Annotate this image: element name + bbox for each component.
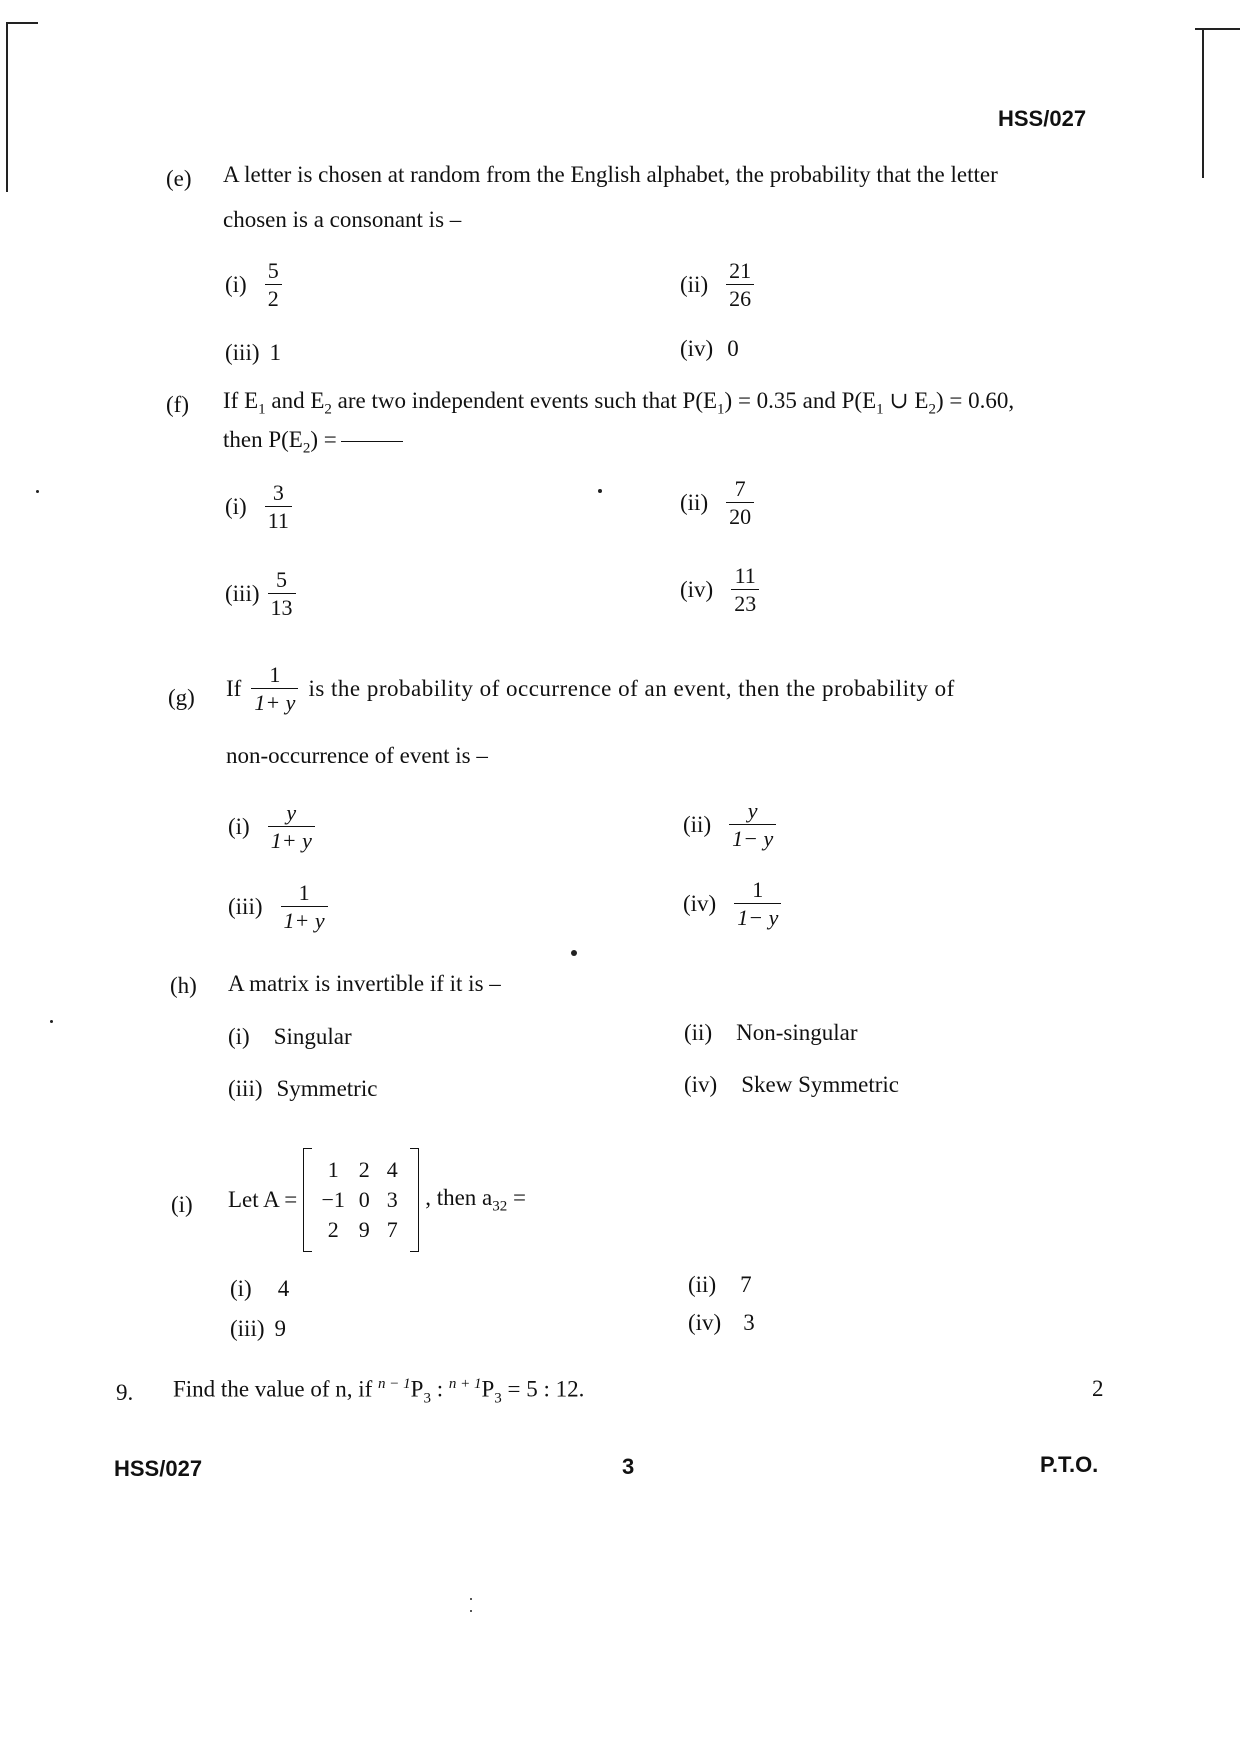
scan-speck bbox=[470, 1598, 472, 1600]
question-h-text: A matrix is invertible if it is – bbox=[228, 971, 501, 996]
question-g-option-i: (i) $\frac{y}{1+ y}$ bbox=[228, 800, 315, 854]
matrix-cell: 7 bbox=[386, 1217, 398, 1242]
question-h-option-i: (i) Singular bbox=[228, 1024, 352, 1049]
question-9-number: 9. bbox=[116, 1380, 134, 1405]
matrix-right-bracket bbox=[410, 1148, 419, 1252]
matrix-a bbox=[303, 1148, 419, 1252]
question-g-option-ii: (ii) $\frac{y}{1- y}$ bbox=[683, 798, 776, 852]
fraction: $\frac{5}{13}$ bbox=[268, 567, 296, 621]
matrix-cell: 2 bbox=[327, 1217, 339, 1242]
fraction: $\frac{1}{1- y}$ bbox=[734, 877, 781, 931]
question-g-label: (g) bbox=[168, 685, 195, 710]
question-e-option-i: (i) $\frac{5}{2}$ bbox=[225, 258, 282, 312]
question-e-text-line1: A letter is chosen at random from the English alphabet, the probability that the letter bbox=[223, 162, 998, 187]
matrix-cell: 2 bbox=[358, 1157, 370, 1182]
question-f-label: (f) bbox=[166, 392, 189, 417]
question-e-option-ii: (ii) $\frac{21}{26}$ bbox=[680, 258, 754, 312]
question-i-label: (i) bbox=[171, 1192, 193, 1217]
matrix-cell: 4 bbox=[386, 1157, 398, 1182]
question-g-text-line2: non-occurrence of event is – bbox=[226, 743, 488, 768]
matrix-cell: 0 bbox=[358, 1187, 370, 1212]
question-h-option-iv: (iv) Skew Symmetric bbox=[684, 1072, 900, 1097]
fraction: $\frac{1}{1+ y}$ bbox=[281, 880, 328, 934]
question-i-suffix: , then $a_{32}$ = bbox=[425, 1184, 526, 1215]
footer-code: HSS/027 bbox=[114, 1456, 203, 1481]
scan-speck bbox=[36, 490, 39, 493]
scan-speck bbox=[598, 489, 602, 493]
header-code: HSS/027 bbox=[998, 106, 1087, 131]
question-i-option-iii: (iii) 9 bbox=[230, 1316, 286, 1341]
question-f-option-iii: (iii) $\frac{5}{13}$ bbox=[225, 567, 296, 621]
question-g-text-line1: If $\frac{1}{1+ y}$ is the probability of occurrence of an event, then the probability of bbox=[226, 662, 955, 716]
fraction: $\frac{3}{11}$ bbox=[265, 480, 292, 534]
matrix-cell: −1 bbox=[321, 1187, 345, 1212]
scan-speck bbox=[50, 1020, 53, 1023]
footer-page-number: 3 bbox=[622, 1454, 635, 1479]
question-i-text: Let A = 1 2 4 −1 0 3 2 9 7 , then $a_{32}$ = bbox=[228, 1148, 526, 1252]
fraction: $\frac{5}{2}$ bbox=[265, 258, 282, 312]
question-f-option-i: (i) $\frac{3}{11}$ bbox=[225, 480, 292, 534]
scan-speck bbox=[470, 1610, 472, 1612]
question-e-text-line2: chosen is a consonant is – bbox=[223, 207, 462, 232]
question-f-option-ii: (ii) $\frac{7}{20}$ bbox=[680, 476, 754, 530]
scan-edge-left bbox=[6, 22, 8, 192]
question-9-marks: 2 bbox=[1092, 1376, 1104, 1401]
fraction: $\frac{7}{20}$ bbox=[726, 476, 754, 530]
question-e-label: (e) bbox=[166, 166, 192, 191]
footer-pto: P.T.O. bbox=[1040, 1452, 1099, 1477]
question-9-text: Find the value of n, if $^{n - 1}P_3$ : $^{n + 1}P_3 = 5$ : 12. bbox=[173, 1376, 585, 1407]
fraction: $\frac{21}{26}$ bbox=[726, 258, 754, 312]
question-f-text-line2: then $P(E_2)$ = bbox=[223, 427, 403, 458]
question-f-option-iv: (iv) $\frac{11}{23}$ bbox=[680, 563, 759, 617]
matrix-cell: 1 bbox=[327, 1157, 339, 1182]
question-f-text-line1: If $E_1$ and $E_2$ are two independent events such that $P(E_1) = 0.35$ and $P(E_1$ ∪ $E_2) = 0.60$, bbox=[223, 388, 1015, 418]
matrix-left-bracket bbox=[303, 1148, 312, 1252]
matrix-cell: 3 bbox=[386, 1187, 398, 1212]
question-i-option-i: (i) 4 bbox=[230, 1276, 290, 1301]
matrix-cell: 9 bbox=[358, 1217, 370, 1242]
scan-edge-top-right bbox=[1195, 28, 1240, 30]
question-h-option-iii: (iii) Symmetric bbox=[228, 1076, 378, 1101]
question-i-option-iv: (iv) 3 bbox=[688, 1310, 755, 1335]
question-g-option-iii: (iii) $\frac{1}{1+ y}$ bbox=[228, 880, 328, 934]
question-e-option-iv: (iv) 0 bbox=[680, 336, 739, 361]
question-h-label: (h) bbox=[170, 973, 197, 998]
question-g-option-iv: (iv) $\frac{1}{1- y}$ bbox=[683, 877, 781, 931]
fraction: $\frac{y}{1- y}$ bbox=[729, 798, 776, 852]
matrix-grid bbox=[312, 1157, 410, 1243]
fraction: $\frac{1}{1+ y}$ bbox=[251, 662, 298, 716]
question-h-option-ii: (ii) Non-singular bbox=[684, 1020, 858, 1045]
scan-edge-right bbox=[1202, 28, 1204, 178]
scan-edge-top-left bbox=[6, 22, 38, 24]
scan-speck bbox=[571, 950, 577, 956]
question-e-option-iii: (iii) 1 bbox=[225, 340, 281, 365]
question-i-option-ii: (ii) 7 bbox=[688, 1272, 752, 1297]
answer-blank bbox=[341, 441, 403, 442]
fraction: $\frac{y}{1+ y}$ bbox=[268, 800, 315, 854]
fraction: $\frac{11}{23}$ bbox=[731, 563, 759, 617]
